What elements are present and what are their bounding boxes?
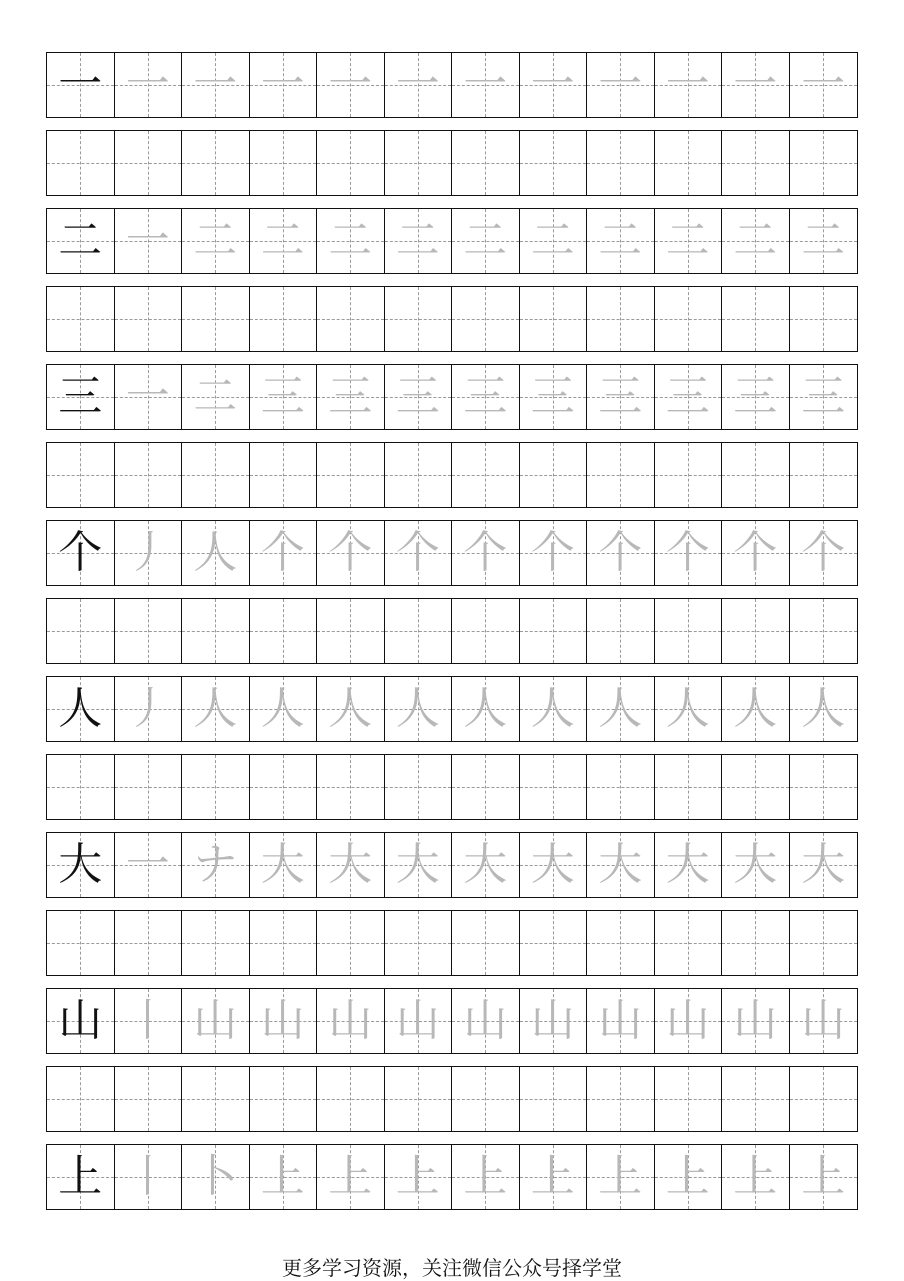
model-character-cell [47, 365, 115, 429]
trace-character: 人 [801, 683, 846, 734]
blank-writing-cell[interactable] [115, 911, 183, 975]
blank-writing-cell[interactable] [722, 287, 790, 351]
trace-character: 一 [328, 59, 373, 110]
blank-writing-cell[interactable] [722, 755, 790, 819]
blank-writing-row [46, 130, 858, 196]
blank-writing-cell[interactable] [385, 755, 453, 819]
trace-character: 二 [801, 215, 846, 266]
tracing-cell[interactable] [587, 989, 655, 1053]
practice-row [46, 520, 858, 586]
blank-writing-cell[interactable] [182, 443, 250, 507]
blank-writing-cell[interactable] [385, 287, 453, 351]
tracing-cell[interactable] [587, 677, 655, 741]
blank-writing-cell[interactable] [47, 755, 115, 819]
blank-writing-cell[interactable] [655, 287, 723, 351]
blank-writing-cell[interactable] [587, 599, 655, 663]
blank-writing-cell[interactable] [790, 755, 858, 819]
tracing-cell[interactable] [587, 833, 655, 897]
trace-character: 山 [733, 995, 778, 1046]
blank-writing-cell[interactable] [587, 443, 655, 507]
tracing-cell[interactable] [250, 989, 318, 1053]
trace-character: 一 [260, 59, 305, 110]
tracing-cell[interactable] [452, 833, 520, 897]
blank-writing-cell[interactable] [115, 599, 183, 663]
tracing-cell[interactable] [520, 365, 588, 429]
blank-writing-cell[interactable] [790, 443, 858, 507]
blank-writing-cell[interactable] [182, 599, 250, 663]
trace-character: 大 [598, 839, 643, 890]
tracing-cell[interactable] [520, 677, 588, 741]
trace-character: 二 [463, 215, 508, 266]
blank-writing-cell[interactable] [317, 287, 385, 351]
practice-row [46, 832, 858, 898]
blank-writing-cell[interactable] [655, 131, 723, 195]
trace-character: 人 [665, 683, 710, 734]
trace-character: 个 [395, 527, 440, 578]
tracing-cell[interactable] [790, 833, 858, 897]
trace-character: 山 [395, 995, 440, 1046]
tracing-cell[interactable] [250, 209, 318, 273]
trace-character: 上 [530, 1151, 575, 1202]
blank-writing-cell[interactable] [587, 911, 655, 975]
tracing-cell[interactable] [520, 1145, 588, 1209]
model-character: 二 [58, 215, 103, 266]
tracing-cell[interactable] [722, 1145, 790, 1209]
blank-writing-cell[interactable] [452, 287, 520, 351]
tracing-cell[interactable] [385, 365, 453, 429]
tracing-cell[interactable] [182, 989, 250, 1053]
blank-writing-cell[interactable] [317, 755, 385, 819]
tracing-cell[interactable] [520, 989, 588, 1053]
blank-writing-cell[interactable] [385, 911, 453, 975]
trace-character: 上 [665, 1151, 710, 1202]
trace-character: 丨 [125, 995, 170, 1046]
trace-character: 山 [598, 995, 643, 1046]
tracing-cell[interactable] [722, 833, 790, 897]
trace-character: 人 [733, 683, 778, 734]
tracing-cell[interactable] [182, 53, 250, 117]
blank-writing-cell[interactable] [520, 911, 588, 975]
model-character: 一 [58, 59, 103, 110]
tracing-cell[interactable] [655, 989, 723, 1053]
trace-character: 山 [530, 995, 575, 1046]
trace-character: 个 [328, 527, 373, 578]
trace-character: 人 [193, 527, 238, 578]
model-character: 大 [58, 839, 103, 890]
blank-writing-cell[interactable] [722, 911, 790, 975]
blank-writing-cell[interactable] [722, 599, 790, 663]
tracing-cell[interactable] [452, 53, 520, 117]
blank-writing-cell[interactable] [115, 1067, 183, 1131]
tracing-cell[interactable] [655, 209, 723, 273]
blank-writing-cell[interactable] [790, 599, 858, 663]
model-character-cell [47, 1145, 115, 1209]
blank-writing-cell[interactable] [47, 599, 115, 663]
tracing-cell[interactable] [520, 521, 588, 585]
tracing-cell[interactable] [250, 53, 318, 117]
trace-character: 大 [463, 839, 508, 890]
blank-writing-cell[interactable] [520, 131, 588, 195]
blank-writing-cell[interactable] [317, 131, 385, 195]
trace-character: 人 [530, 683, 575, 734]
blank-writing-cell[interactable] [182, 911, 250, 975]
tracing-cell[interactable] [385, 833, 453, 897]
tracing-cell[interactable] [520, 209, 588, 273]
trace-character: 山 [801, 995, 846, 1046]
trace-character: 个 [665, 527, 710, 578]
tracing-cell[interactable] [182, 677, 250, 741]
model-character-cell [47, 677, 115, 741]
blank-writing-cell[interactable] [250, 599, 318, 663]
trace-character: 大 [328, 839, 373, 890]
tracing-cell[interactable] [250, 833, 318, 897]
tracing-cell[interactable] [722, 365, 790, 429]
tracing-cell[interactable] [250, 521, 318, 585]
tracing-cell[interactable] [115, 833, 183, 897]
practice-row [46, 364, 858, 430]
tracing-cell[interactable] [115, 989, 183, 1053]
blank-writing-row [46, 754, 858, 820]
blank-writing-cell[interactable] [520, 599, 588, 663]
tracing-cell[interactable] [790, 521, 858, 585]
tracing-cell[interactable] [587, 365, 655, 429]
blank-writing-cell[interactable] [47, 287, 115, 351]
tracing-cell[interactable] [655, 365, 723, 429]
practice-row [46, 676, 858, 742]
trace-character: 一 [733, 59, 778, 110]
blank-writing-cell[interactable] [655, 911, 723, 975]
tracing-cell[interactable] [790, 209, 858, 273]
tracing-cell[interactable] [385, 521, 453, 585]
trace-character: 一 [193, 59, 238, 110]
tracing-cell[interactable] [790, 53, 858, 117]
trace-character: 二 [328, 215, 373, 266]
tracing-cell[interactable] [115, 365, 183, 429]
blank-writing-cell[interactable] [722, 131, 790, 195]
trace-character: 个 [530, 527, 575, 578]
blank-writing-cell[interactable] [655, 1067, 723, 1131]
trace-character: 丿 [125, 683, 170, 734]
trace-character: 二 [733, 215, 778, 266]
trace-character: 三 [801, 371, 846, 422]
tracing-cell[interactable] [317, 365, 385, 429]
trace-character: 上 [463, 1151, 508, 1202]
tracing-cell[interactable] [385, 209, 453, 273]
model-character-cell [47, 521, 115, 585]
trace-character: 一 [463, 59, 508, 110]
tracing-cell[interactable] [790, 677, 858, 741]
blank-writing-cell[interactable] [250, 443, 318, 507]
blank-writing-cell[interactable] [182, 287, 250, 351]
tracing-cell[interactable] [655, 521, 723, 585]
trace-character: 三 [733, 371, 778, 422]
trace-character: ナ [193, 839, 238, 890]
model-character: 个 [58, 527, 103, 578]
trace-character: 人 [260, 683, 305, 734]
trace-character: 大 [801, 839, 846, 890]
tracing-cell[interactable] [317, 53, 385, 117]
blank-writing-cell[interactable] [722, 1067, 790, 1131]
tracing-cell[interactable] [722, 989, 790, 1053]
blank-writing-cell[interactable] [47, 911, 115, 975]
blank-writing-cell[interactable] [587, 755, 655, 819]
blank-writing-cell[interactable] [250, 287, 318, 351]
tracing-cell[interactable] [250, 677, 318, 741]
blank-writing-cell[interactable] [250, 1067, 318, 1131]
model-character-cell [47, 989, 115, 1053]
trace-character: 二 [395, 215, 440, 266]
tracing-cell[interactable] [790, 1145, 858, 1209]
tracing-cell[interactable] [317, 833, 385, 897]
blank-writing-cell[interactable] [385, 131, 453, 195]
trace-character: 二 [530, 215, 575, 266]
trace-character: 三 [665, 371, 710, 422]
blank-writing-row [46, 598, 858, 664]
trace-character: 二 [193, 215, 238, 266]
blank-writing-cell[interactable] [452, 443, 520, 507]
practice-row [46, 1144, 858, 1210]
trace-character: 二 [598, 215, 643, 266]
tracing-cell[interactable] [722, 53, 790, 117]
footer-text: 更多学习资源，关注微信公众号择学堂 [282, 1256, 622, 1280]
blank-writing-cell[interactable] [790, 131, 858, 195]
tracing-cell[interactable] [317, 1145, 385, 1209]
trace-character: 山 [463, 995, 508, 1046]
tracing-cell[interactable] [115, 53, 183, 117]
tracing-cell[interactable] [790, 989, 858, 1053]
tracing-cell[interactable] [452, 989, 520, 1053]
blank-writing-cell[interactable] [520, 287, 588, 351]
trace-character: 一 [801, 59, 846, 110]
trace-character: 上 [801, 1151, 846, 1202]
blank-writing-row [46, 286, 858, 352]
tracing-cell[interactable] [587, 1145, 655, 1209]
trace-character: 大 [665, 839, 710, 890]
tracing-cell[interactable] [385, 1145, 453, 1209]
model-character: 山 [58, 995, 103, 1046]
trace-character: 人 [328, 683, 373, 734]
blank-writing-cell[interactable] [655, 443, 723, 507]
blank-writing-cell[interactable] [655, 755, 723, 819]
blank-writing-cell[interactable] [722, 443, 790, 507]
tracing-cell[interactable] [722, 209, 790, 273]
tracing-cell[interactable] [520, 53, 588, 117]
tracing-cell[interactable] [385, 53, 453, 117]
blank-writing-cell[interactable] [520, 755, 588, 819]
blank-writing-cell[interactable] [182, 131, 250, 195]
trace-character: 二 [260, 215, 305, 266]
blank-writing-cell[interactable] [452, 1067, 520, 1131]
tracing-cell[interactable] [790, 365, 858, 429]
tracing-cell[interactable] [452, 1145, 520, 1209]
trace-character: 大 [530, 839, 575, 890]
trace-character: 三 [463, 371, 508, 422]
trace-character: 二 [665, 215, 710, 266]
trace-character: 一 [125, 839, 170, 890]
tracing-cell[interactable] [182, 365, 250, 429]
blank-writing-cell[interactable] [250, 911, 318, 975]
model-character: 上 [58, 1151, 103, 1202]
trace-character: 三 [395, 371, 440, 422]
blank-writing-cell[interactable] [520, 443, 588, 507]
trace-character: 一 [125, 59, 170, 110]
blank-writing-cell[interactable] [452, 131, 520, 195]
blank-writing-cell[interactable] [115, 287, 183, 351]
model-character: 三 [58, 371, 103, 422]
trace-character: 丨 [125, 1151, 170, 1202]
trace-character: 一 [530, 59, 575, 110]
tracing-cell[interactable] [655, 53, 723, 117]
model-character-cell [47, 53, 115, 117]
blank-writing-cell[interactable] [317, 599, 385, 663]
blank-writing-cell[interactable] [790, 911, 858, 975]
trace-character: 二 [193, 371, 238, 422]
tracing-cell[interactable] [587, 521, 655, 585]
trace-character: 人 [598, 683, 643, 734]
tracing-cell[interactable] [587, 209, 655, 273]
model-character: 人 [58, 683, 103, 734]
tracing-cell[interactable] [317, 209, 385, 273]
tracing-cell[interactable] [452, 521, 520, 585]
tracing-cell[interactable] [722, 521, 790, 585]
trace-character: 三 [530, 371, 575, 422]
tracing-cell[interactable] [317, 677, 385, 741]
practice-row [46, 988, 858, 1054]
trace-character: 大 [260, 839, 305, 890]
blank-writing-cell[interactable] [182, 1067, 250, 1131]
blank-writing-row [46, 910, 858, 976]
trace-character: 一 [125, 371, 170, 422]
trace-character: 卜 [193, 1151, 238, 1202]
trace-character: 人 [463, 683, 508, 734]
trace-character: 一 [598, 59, 643, 110]
blank-writing-cell[interactable] [250, 131, 318, 195]
trace-character: 山 [193, 995, 238, 1046]
trace-character: 三 [260, 371, 305, 422]
trace-character: 上 [260, 1151, 305, 1202]
trace-character: 人 [193, 683, 238, 734]
practice-row [46, 208, 858, 274]
blank-writing-row [46, 1066, 858, 1132]
blank-writing-cell[interactable] [655, 599, 723, 663]
tracing-cell[interactable] [385, 989, 453, 1053]
model-character-cell [47, 833, 115, 897]
tracing-cell[interactable] [655, 1145, 723, 1209]
trace-character: 个 [801, 527, 846, 578]
blank-writing-cell[interactable] [115, 443, 183, 507]
blank-writing-cell[interactable] [587, 1067, 655, 1131]
blank-writing-cell[interactable] [587, 131, 655, 195]
blank-writing-cell[interactable] [115, 131, 183, 195]
blank-writing-cell[interactable] [250, 755, 318, 819]
tracing-cell[interactable] [115, 521, 183, 585]
trace-character: 个 [463, 527, 508, 578]
blank-writing-cell[interactable] [47, 1067, 115, 1131]
blank-writing-cell[interactable] [385, 599, 453, 663]
blank-writing-cell[interactable] [452, 599, 520, 663]
blank-writing-cell[interactable] [587, 287, 655, 351]
trace-character: 大 [395, 839, 440, 890]
tracing-cell[interactable] [182, 833, 250, 897]
trace-character: 大 [733, 839, 778, 890]
tracing-cell[interactable] [115, 209, 183, 273]
tracing-cell[interactable] [182, 1145, 250, 1209]
blank-writing-cell[interactable] [317, 911, 385, 975]
trace-character: 一 [395, 59, 440, 110]
blank-writing-row [46, 442, 858, 508]
blank-writing-cell[interactable] [452, 911, 520, 975]
tracing-cell[interactable] [452, 677, 520, 741]
blank-writing-cell[interactable] [520, 1067, 588, 1131]
blank-writing-cell[interactable] [385, 1067, 453, 1131]
blank-writing-cell[interactable] [385, 443, 453, 507]
tracing-cell[interactable] [115, 1145, 183, 1209]
tracing-cell[interactable] [182, 521, 250, 585]
blank-writing-cell[interactable] [790, 287, 858, 351]
trace-character: 山 [665, 995, 710, 1046]
trace-character: 三 [328, 371, 373, 422]
blank-writing-cell[interactable] [115, 755, 183, 819]
tracing-cell[interactable] [520, 833, 588, 897]
trace-character: 一 [125, 215, 170, 266]
trace-character: 个 [598, 527, 643, 578]
tracing-cell[interactable] [587, 53, 655, 117]
tracing-cell[interactable] [182, 209, 250, 273]
trace-character: 上 [328, 1151, 373, 1202]
tracing-cell[interactable] [655, 677, 723, 741]
tracing-cell[interactable] [452, 365, 520, 429]
trace-character: 个 [733, 527, 778, 578]
trace-character: 丿 [125, 527, 170, 578]
trace-character: 三 [598, 371, 643, 422]
blank-writing-cell[interactable] [790, 1067, 858, 1131]
blank-writing-cell[interactable] [47, 443, 115, 507]
tracing-cell[interactable] [655, 833, 723, 897]
trace-character: 人 [395, 683, 440, 734]
tracing-cell[interactable] [115, 677, 183, 741]
trace-character: 个 [260, 527, 305, 578]
trace-character: 上 [598, 1151, 643, 1202]
blank-writing-cell[interactable] [452, 755, 520, 819]
blank-writing-cell[interactable] [317, 1067, 385, 1131]
trace-character: 山 [260, 995, 305, 1046]
tracing-cell[interactable] [722, 677, 790, 741]
blank-writing-cell[interactable] [182, 755, 250, 819]
trace-character: 上 [395, 1151, 440, 1202]
practice-row [46, 52, 858, 118]
tracing-cell[interactable] [385, 677, 453, 741]
tracing-cell[interactable] [250, 1145, 318, 1209]
trace-character: 一 [665, 59, 710, 110]
tracing-cell[interactable] [452, 209, 520, 273]
tracing-cell[interactable] [250, 365, 318, 429]
trace-character: 山 [328, 995, 373, 1046]
trace-character: 上 [733, 1151, 778, 1202]
blank-writing-cell[interactable] [47, 131, 115, 195]
tracing-cell[interactable] [317, 989, 385, 1053]
model-character-cell [47, 209, 115, 273]
blank-writing-cell[interactable] [317, 443, 385, 507]
tracing-cell[interactable] [317, 521, 385, 585]
